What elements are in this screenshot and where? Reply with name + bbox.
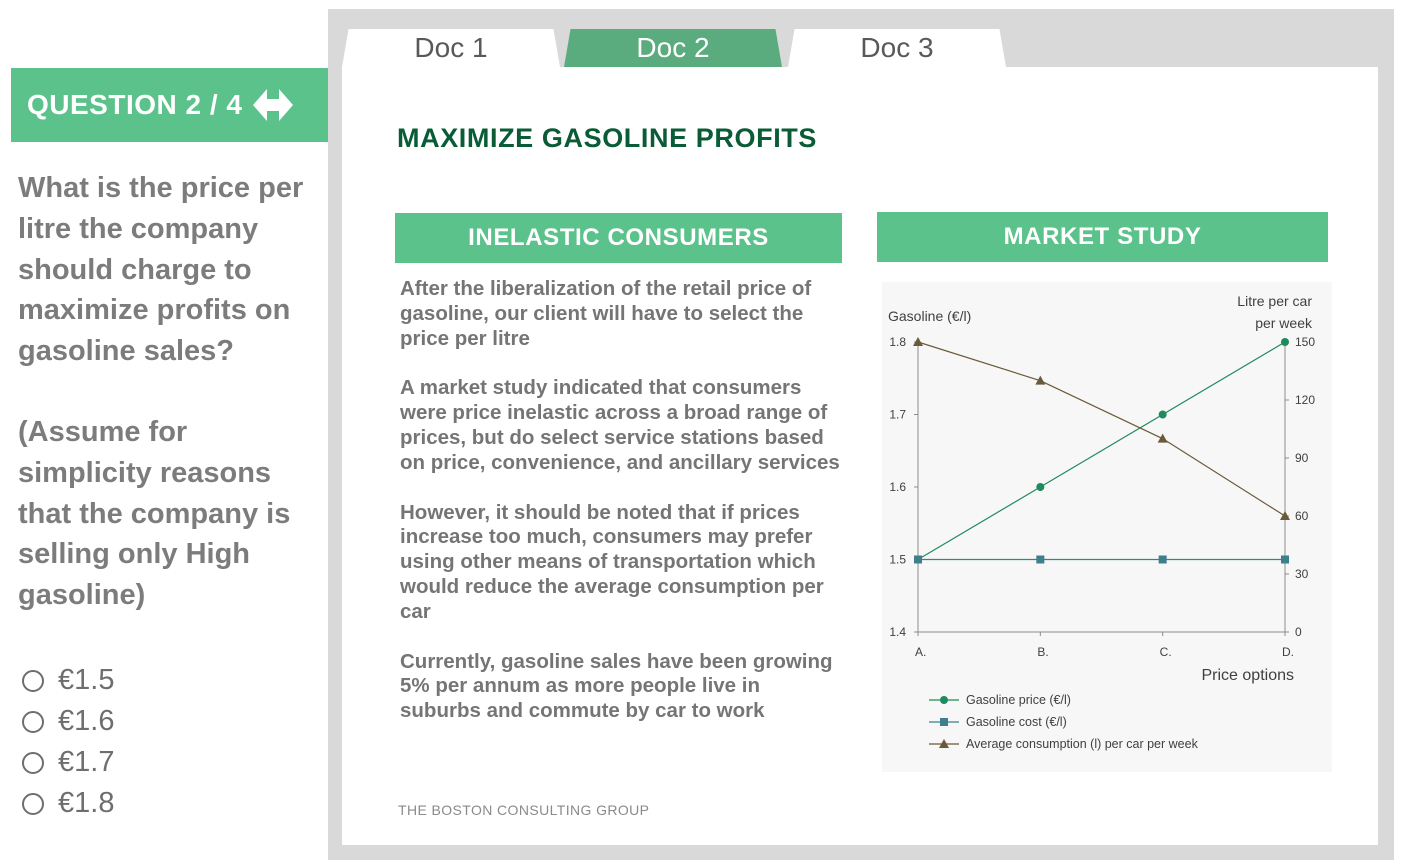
market-study-chart xyxy=(882,282,1332,772)
y-axis-label-left: Gasoline (€/l) xyxy=(888,308,972,324)
radio-icon[interactable] xyxy=(22,670,44,692)
document-body xyxy=(400,277,845,749)
y-tick-label-right: 0 xyxy=(1295,625,1302,639)
x-axis-label: Price options xyxy=(1201,667,1294,684)
legend-label: Average consumption (l) per car per week xyxy=(966,737,1198,751)
y-tick-label-left: 1.4 xyxy=(889,625,906,639)
tab-label: Doc 3 xyxy=(860,32,934,63)
y-axis-label-right: Litre per car xyxy=(1237,293,1312,309)
document-title: MAXIMIZE GASOLINE PROFITS xyxy=(397,123,818,153)
series-line xyxy=(918,342,1285,560)
radio-icon[interactable] xyxy=(22,793,44,815)
x-tick-label: A. xyxy=(915,645,927,659)
question-note: (Assume for simplicity reasons that the company is selling only High gasoline) xyxy=(18,415,291,612)
answer-option-label: €1.7 xyxy=(58,746,115,778)
paragraph: After the liberalization of the retail price of gasoline, our client will have to select the price per litre xyxy=(400,277,812,350)
answer-option-label: €1.6 xyxy=(58,705,115,737)
data-point xyxy=(1159,411,1167,419)
data-point xyxy=(914,556,922,564)
y-tick-label-left: 1.7 xyxy=(889,407,906,422)
tab-doc-2[interactable] xyxy=(564,29,782,67)
y-tick-label-left: 1.5 xyxy=(889,552,906,567)
x-tick-label: B. xyxy=(1037,645,1049,659)
y-tick-label-right: 90 xyxy=(1295,451,1309,465)
paragraph: Currently, gasoline sales have been growing 5% per annum as more people live in suburbs and commute by car to work xyxy=(400,649,833,723)
question-text: What is the price per litre the company should charge to maximize profits on gasoline sales? xyxy=(18,172,304,368)
data-point xyxy=(1036,556,1044,564)
document-viewer xyxy=(328,9,1394,860)
paragraph: However, it should be noted that if prices increase too much, consumers may prefer using other means of transportation which would reduce the average consumption per car xyxy=(400,500,824,623)
section-header-inelastic: INELASTIC CONSUMERS xyxy=(395,213,842,263)
question-navigation xyxy=(253,89,293,121)
question-body xyxy=(18,168,328,616)
document-footer: THE BOSTON CONSULTING GROUP xyxy=(398,802,650,818)
tab-label: Doc 2 xyxy=(636,32,710,63)
answer-option-label: €1.5 xyxy=(58,664,115,696)
answer-option-label: €1.8 xyxy=(58,787,115,819)
answer-option[interactable] xyxy=(22,701,114,742)
tab-doc-1[interactable] xyxy=(342,29,560,67)
legend-label: Gasoline cost (€/l) xyxy=(966,715,1067,729)
series-line xyxy=(918,342,1285,516)
arrow-right-icon[interactable] xyxy=(279,89,293,121)
chart-svg xyxy=(882,282,1332,772)
legend-label: Gasoline price (€/l) xyxy=(966,693,1071,707)
answer-options xyxy=(22,660,114,824)
paragraph: A market study indicated that consumers were price inelastic across a broad range of prices, but do select service stations based on price, convenience, and ancillary services xyxy=(400,376,840,474)
section-header-market: MARKET STUDY xyxy=(877,212,1328,262)
x-tick-label: D. xyxy=(1282,645,1294,659)
answer-option[interactable] xyxy=(22,783,114,824)
y-tick-label-right: 120 xyxy=(1295,393,1316,407)
y-tick-label-right: 60 xyxy=(1295,509,1309,523)
answer-option[interactable] xyxy=(22,660,114,701)
tab-label: Doc 1 xyxy=(414,32,488,63)
y-axis-label-right: per week xyxy=(1255,315,1312,331)
legend-marker xyxy=(940,696,948,704)
data-point xyxy=(1159,556,1167,564)
data-point xyxy=(1158,434,1168,443)
data-point xyxy=(1281,556,1289,564)
arrow-left-icon[interactable] xyxy=(253,89,267,121)
answer-option[interactable] xyxy=(22,742,114,783)
question-counter: QUESTION 2 / 4 xyxy=(27,89,243,120)
radio-icon[interactable] xyxy=(22,752,44,774)
y-tick-label-right: 150 xyxy=(1295,335,1316,349)
data-point xyxy=(1036,483,1044,491)
radio-icon[interactable] xyxy=(22,711,44,733)
y-tick-label-right: 30 xyxy=(1295,567,1309,581)
legend-marker xyxy=(940,718,948,726)
question-header xyxy=(11,68,328,142)
y-tick-label-left: 1.6 xyxy=(889,480,906,494)
x-tick-label: C. xyxy=(1159,645,1172,659)
y-tick-label-left: 1.8 xyxy=(889,335,906,349)
data-point xyxy=(1281,338,1289,346)
tab-doc-3[interactable] xyxy=(788,29,1006,67)
document-page xyxy=(342,67,1378,845)
